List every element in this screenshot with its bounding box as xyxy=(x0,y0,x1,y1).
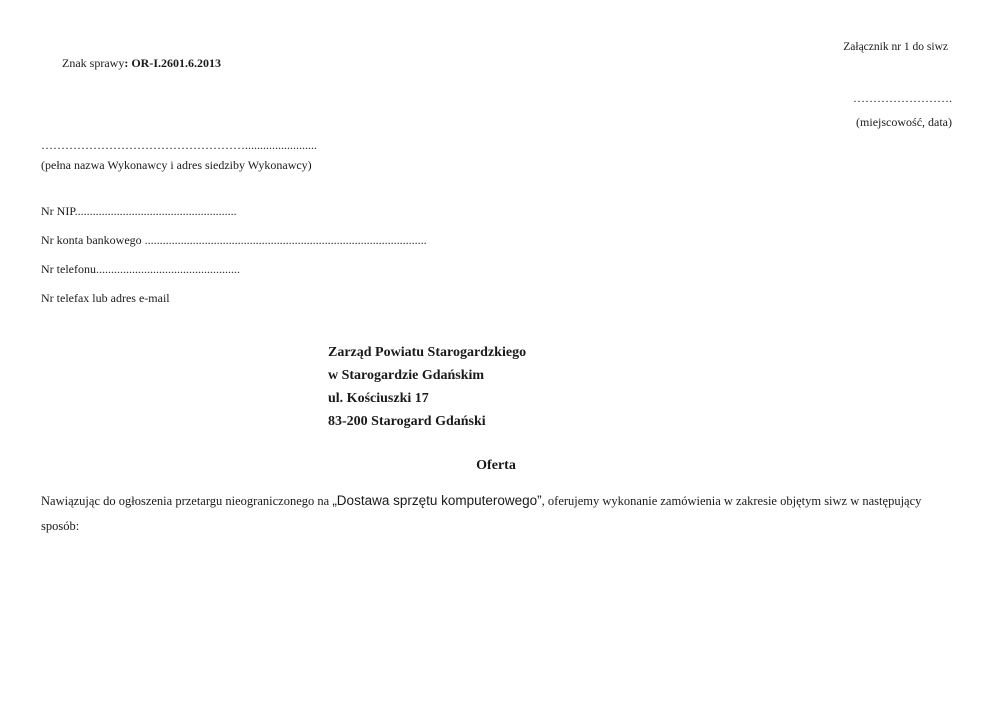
attachment-label: Załącznik nr 1 do siwz xyxy=(843,41,948,53)
place-date-caption: (miejscowość, data) xyxy=(856,115,952,129)
case-number-colon: : xyxy=(124,56,132,70)
case-number-value: OR-I.2601.6.2013 xyxy=(131,56,221,70)
addressee-line: 83-200 Starogard Gdański xyxy=(328,414,486,429)
addressee-line: w Starogardzie Gdańskim xyxy=(328,368,485,383)
case-number-label: Znak sprawy xyxy=(62,56,125,70)
nip-field: Nr NIP...................................................... xyxy=(41,204,237,218)
addressee-line: Zarząd Powiatu Starogardzkiego xyxy=(328,345,527,360)
phone-field: Nr telefonu................................................ xyxy=(41,262,240,276)
bank-account-field: Nr konta bankowego .............................................................................................. xyxy=(41,233,427,247)
addressee-line: ul. Kościuszki 17 xyxy=(328,391,429,406)
offer-text-rest: , oferujemy wykonanie zamówienia w zakresie objętym siwz w następujący sposób: xyxy=(41,494,922,533)
contractor-name-caption: (pełna nazwa Wykonawcy i adres siedziby Wykonawcy) xyxy=(41,158,312,172)
contractor-name-field: ……………………………………………........................ xyxy=(41,138,317,152)
offer-paragraph xyxy=(41,488,957,539)
place-date-field: ……………………. xyxy=(853,91,952,105)
fax-email-field: Nr telefax lub adres e-mail xyxy=(41,291,170,305)
case-number-line xyxy=(62,56,221,71)
addressee-block xyxy=(328,341,526,433)
tender-name: „Dostawa sprzętu komputerowego” xyxy=(332,493,542,508)
offer-title: Oferta xyxy=(476,458,516,473)
offer-text-intro: Nawiązując do ogłoszenia przetargu nieograniczonego na xyxy=(41,494,333,508)
